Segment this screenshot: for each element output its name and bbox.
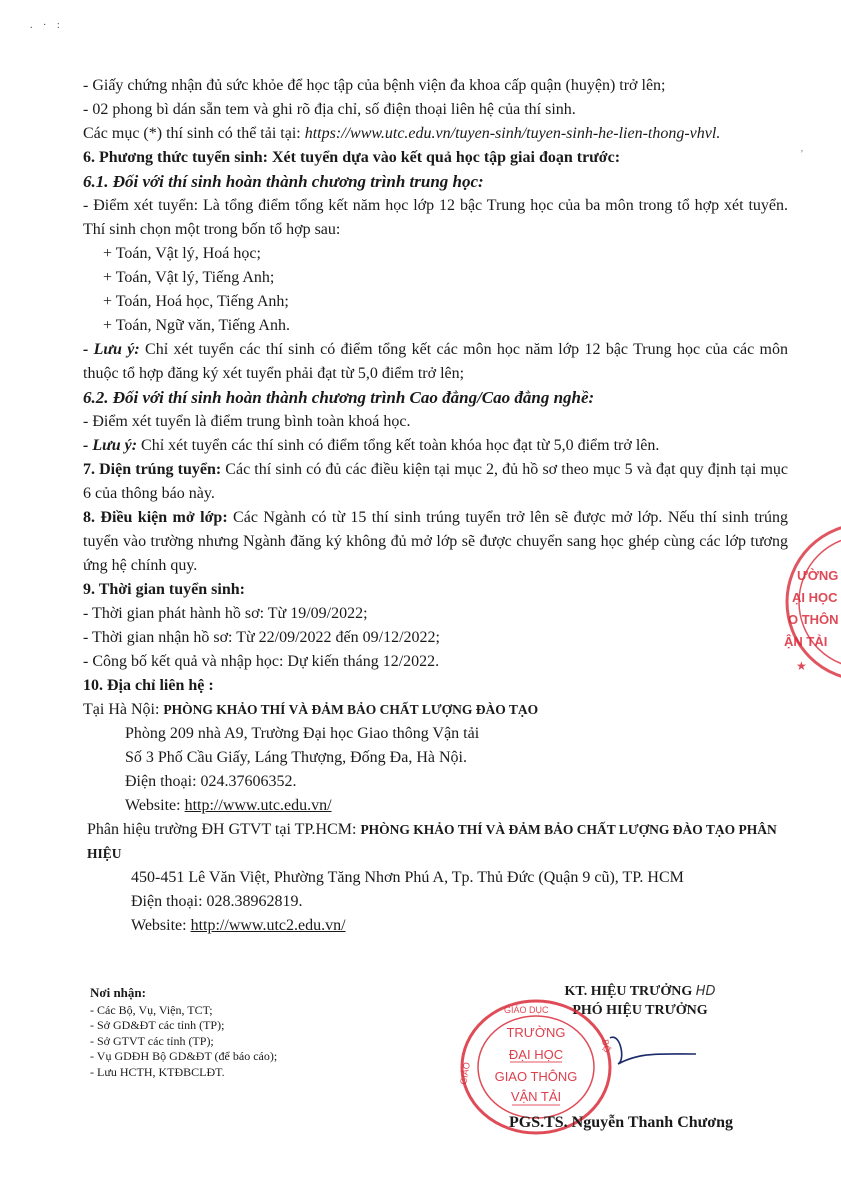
requirement-envelopes: - 02 phong bì dán sẵn tem và ghi rõ địa chỉ, số điện thoại liên hệ của thí sinh. (83, 101, 576, 118)
hanoi-website (83, 794, 788, 818)
recipient-item: - Các Bộ, Vụ, Viện, TCT; (90, 1002, 213, 1017)
combo-item: + Toán, Ngữ văn, Tiếng Anh. (103, 317, 290, 334)
combo-item: + Toán, Vật lý, Tiếng Anh; (103, 269, 275, 286)
section-9-heading: 9. Thời gian tuyển sinh: (83, 581, 245, 598)
note-6-2 (83, 434, 788, 458)
section-6-2-heading: 6.2. Đối với thí sinh hoàn thành chương trình Cao đẳng/Cao đẳng nghề: (83, 388, 595, 407)
scan-specks: . · : (30, 20, 64, 31)
partial-seal-graphic (770, 520, 841, 685)
section-7 (83, 458, 788, 506)
seal-line: TRƯỜNG (506, 1025, 566, 1040)
section-7-text: Các thí sinh có đủ các điều kiện tại mục 2, đủ hồ sơ theo mục 5 và đạt quy định tại mục 6 của thông báo này. (83, 461, 789, 502)
hanoi-address-2: Số 3 Phố Cầu Giấy, Láng Thượng, Đống Đa, Hà Nội. (125, 749, 467, 766)
hanoi-office (83, 698, 788, 722)
note-text: Chỉ xét tuyển các thí sinh có điểm tổng kết toàn khóa học đạt từ 5,0 điểm trở lên. (137, 437, 660, 454)
section-8-heading: 8. Điều kiện mở lớp: (83, 509, 228, 526)
section-6-1-text: - Điểm xét tuyển: Là tổng điểm tổng kết năm học lớp 12 bậc Trung học của ba môn trong tổ hợp xét tuyển. Thí sinh chọn một trong bốn tổ hợp sau: (83, 197, 788, 238)
website-label: Website: (125, 797, 185, 814)
section-6-heading: 6. Phương thức tuyển sinh: Xét tuyển dựa vào kết quả học tập giai đoạn trước: (83, 149, 621, 166)
note-label: - Lưu ý: (83, 341, 140, 358)
recipient-item: - Sở GD&ĐT các tỉnh (TP); (90, 1018, 225, 1032)
hanoi-phone: Điện thoại: 024.37606352. (125, 773, 297, 790)
recipients-title: Nơi nhận: (90, 985, 146, 1000)
hcm-website (83, 914, 788, 938)
signature-title-1-text: KT. HIỆU TRƯỞNG (564, 984, 693, 999)
seal-edge-text: ẬN TẢI (784, 634, 828, 649)
schedule-item: - Thời gian phát hành hồ sơ: Từ 19/09/2022; (83, 605, 368, 622)
recipient-item: - Lưu HCTH, KTĐBCLĐT. (90, 1064, 225, 1079)
seal-line: GIAO THÔNG (494, 1069, 578, 1084)
hanoi-website-link[interactable]: http://www.utc.edu.vn/ (184, 797, 332, 814)
note-text: Chỉ xét tuyển các thí sinh có điểm tổng kết các môn học năm lớp 12 bậc Trung học của các môn thuộc tổ hợp đăng ký xét tuyển phải đạt từ 5,0 điểm trở lên; (83, 341, 788, 382)
recipients-block (90, 985, 277, 1080)
signatory-name: PGS.TS. Nguyễn Thanh Chương (508, 1114, 734, 1131)
seal-edge-text: O THÔN (788, 612, 839, 627)
seal-edge-text: ƯỜNG (797, 568, 839, 583)
seal-ring-text: GIÁO (458, 1061, 472, 1086)
signature-stroke (600, 1030, 700, 1070)
hcm-office-name: PHÒNG KHẢO THÍ VÀ ĐẢM BẢO CHẤT LƯỢNG ĐÀO TẠO PHÂN HIỆU (87, 822, 777, 861)
hcm-website-link[interactable]: http://www.utc2.edu.vn/ (190, 917, 346, 934)
schedule-item: - Công bố kết quả và nhập học: Dự kiến tháng 12/2022. (83, 653, 440, 670)
seal-line: ĐẠI HỌC (508, 1047, 564, 1062)
seal-ring-text: GIÁO DỤC (504, 1005, 549, 1015)
partial-seal-edge (770, 520, 841, 685)
website-label: Website: (131, 917, 191, 934)
signature-initials: HD (695, 984, 716, 999)
seal-edge-text: ẠI HỌC (792, 590, 838, 605)
section-6-2-text: - Điểm xét tuyển là điểm trung bình toàn khoá học. (83, 413, 411, 430)
note-6-1 (83, 338, 788, 386)
section-8 (83, 506, 788, 578)
combo-item: + Toán, Vật lý, Hoá học; (103, 245, 261, 262)
download-note (83, 122, 788, 146)
seal-star-icon: ★ (796, 659, 807, 673)
schedule-item: - Thời gian nhận hồ sơ: Từ 22/09/2022 đến 09/12/2022; (83, 629, 440, 646)
margin-mark: ʼ (800, 148, 804, 160)
requirement-health-certificate: - Giấy chứng nhận đủ sức khỏe để học tập của bệnh viện đa khoa cấp quận (huyện) trở lên; (83, 77, 666, 94)
section-7-heading: 7. Diện trúng tuyển: (83, 461, 222, 478)
hanoi-address-1: Phòng 209 nhà A9, Trường Đại học Giao thông Vận tải (125, 725, 480, 742)
hanoi-label: Tại Hà Nội: (83, 701, 164, 718)
download-link[interactable]: https://www.utc.edu.vn/tuyen-sinh/tuyen-sinh-he-lien-thong-vhvl. (304, 125, 721, 142)
section-10-heading: 10. Địa chỉ liên hệ : (83, 677, 214, 694)
hcm-office (83, 818, 788, 866)
section-6-1-heading: 6.1. Đối với thí sinh hoàn thành chương trình trung học: (83, 172, 484, 191)
download-note-text: Các mục (*) thí sinh có thể tải tại: (83, 125, 305, 142)
seal-line: VẬN TẢI (510, 1089, 562, 1104)
hanoi-office-name: PHÒNG KHẢO THÍ VÀ ĐẢM BẢO CHẤT LƯỢNG ĐÀO TẠO (163, 702, 539, 717)
seal-ring-text: BỘ (600, 1038, 613, 1054)
hcm-label: Phân hiệu trường ĐH GTVT tại TP.HCM: (87, 821, 361, 838)
recipient-item: - Vụ GDĐH Bộ GD&ĐT (để báo cáo); (90, 1049, 278, 1063)
recipient-item: - Sở GTVT các tỉnh (TP); (90, 1033, 214, 1048)
note-label: - Lưu ý: (83, 437, 138, 454)
hcm-phone: Điện thoại: 028.38962819. (131, 893, 303, 910)
combo-item: + Toán, Hoá học, Tiếng Anh; (103, 293, 289, 310)
document-body (83, 74, 788, 938)
signature-title-2: PHÓ HIỆU TRƯỞNG (572, 1003, 708, 1018)
hcm-address: 450-451 Lê Văn Việt, Phường Tăng Nhơn Phú A, Tp. Thủ Đức (Quận 9 cũ), TP. HCM (131, 869, 684, 886)
section-8-text: Các Ngành có từ 15 thí sinh trúng tuyển trở lên sẽ được mở lớp. Nếu thí sinh trúng tuyển vào trường nhưng Ngành đăng ký không đủ mở lớp sẽ được chuyển sang học ghép cùng các lớp tương ứng hệ chính quy. (83, 509, 789, 574)
